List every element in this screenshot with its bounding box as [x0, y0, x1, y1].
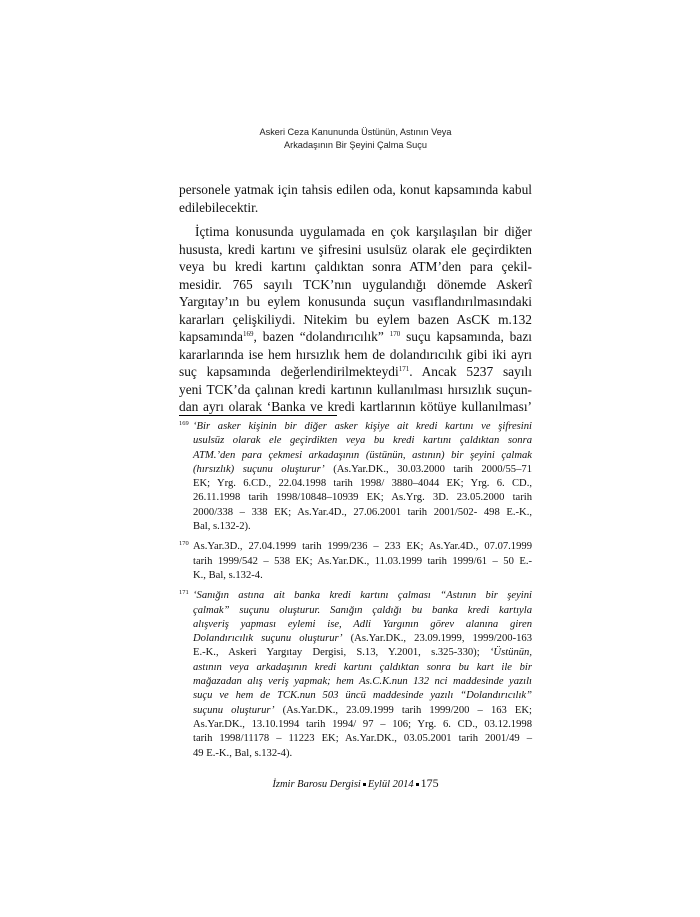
footnote-number: 171 — [179, 589, 189, 597]
italic-text: usulsüz olarak ele geçirdikten veya bu kredi kartını çaldıktan sonra — [193, 435, 532, 447]
text-segment: EK; Yrg. 6.CD., 22.04.1998 tarih 1998/ 3880–4044 EK; Yrg. 6. CD., — [193, 478, 532, 490]
text-segment: kararlarında ise hem hırsızlık hem de dolandırıcılık gibi iki ayrı — [179, 346, 532, 362]
footnote-reference: 171 — [398, 365, 410, 373]
italic-text: çalmak” suçunu oluşturur. Sanığın çaldığı bu banka kredi kartıyla — [193, 604, 532, 616]
italic-text: ‘Üstünün, — [489, 647, 532, 659]
text-segment: hususta, kredi kartını ve şifresini usulsüz olarak ele geçirdikten — [179, 241, 532, 257]
footnote-reference: 169 — [242, 330, 254, 338]
text-segment: As.Yar.DK., 13.10.1994 tarih 1994/ 97 – 106; Yrg. 6. CD., 03.12.1998 — [193, 718, 532, 730]
text-segment: personele yatmak için tahsis edilen oda, konut kapsamında kabul — [179, 182, 532, 197]
header-line-2: Arkadaşının Bir Şeyini Çalma Suçu — [284, 140, 427, 150]
text-line — [193, 589, 532, 603]
text-segment: As.Yar.3D., 27.04.1999 tarih 1999/236 – 233 EK; As.Yar.4D., 07.07.1999 — [193, 541, 532, 553]
italic-text: ‘Sanığın astına ait banka kredi kartını çalması “Astının bir şeyini — [193, 590, 532, 602]
text-line — [193, 434, 532, 448]
text-segment: Bal, s.132-2). — [193, 521, 251, 533]
italic-text: (hırsızlık) suçunu oluşturur’ — [193, 463, 325, 475]
text-segment: 2000/338 – 338 EK; As.Yar.4D., 27.06.2001 tarih 2001/502- 498 E.-K., — [193, 506, 532, 518]
italic-text: suçunu oluşturur’ — [193, 704, 275, 716]
text-line — [193, 646, 532, 660]
text-segment: , bazen “dolandırıcılık” — [253, 329, 390, 344]
text-line — [193, 420, 532, 434]
body-text — [179, 181, 532, 423]
text-segment: dan ayrı olarak ‘Banka ve kredi kartlarının kötüye kullanılması’ — [179, 399, 532, 414]
text-line — [179, 398, 532, 416]
text-line — [179, 223, 532, 241]
text-line — [179, 276, 532, 294]
text-line — [193, 618, 532, 632]
italic-text: ATM.’den para çekmesi arkadaşının (üstünün, astının) bir şeyini çalmak — [193, 449, 532, 461]
text-line — [179, 241, 532, 259]
text-line — [193, 491, 532, 505]
text-line — [179, 381, 532, 399]
text-segment: kararları çelişkiliydi. Nitekim bu eylem bazen AsCK m.132 — [179, 311, 532, 327]
text-line — [193, 449, 532, 463]
footnote-reference: 170 — [389, 330, 401, 338]
text-line — [179, 181, 532, 199]
italic-text: Dolandırıcılık suçunu oluşturur’ — [193, 633, 343, 645]
bullet-icon — [416, 783, 419, 786]
text-line — [193, 632, 532, 646]
text-segment: suç kapsamında değerlendirilmekteydi — [179, 364, 399, 379]
footnote-separator — [179, 415, 337, 416]
text-line — [179, 311, 532, 329]
text-segment: veya bu kredi kartını çaldıktan sonra ATM’den para çekil- — [179, 259, 532, 274]
text-segment: suçu kapsamında, bazı — [400, 329, 532, 344]
footer-issue: Eylül 2014 — [367, 779, 414, 790]
footnote-number: 169 — [179, 420, 189, 427]
italic-text: suçu ve hem de TCK.nun 503 üncü maddesinde yazılı “Dolandırıcılık” — [193, 690, 532, 702]
text-line — [193, 732, 532, 746]
italic-text: astının veya arkadaşının kredi kartını çaldıktan sonra bu kart ile bir — [193, 661, 532, 673]
text-line — [179, 363, 532, 381]
text-segment: K., Bal, s.132-4. — [193, 569, 263, 581]
text-line — [193, 555, 532, 569]
italic-text: ‘Bir asker kişinin bir diğer asker kişiye ait kredi kartını ve şifresini — [193, 421, 532, 432]
text-segment: . Ancak 5237 sayılı — [409, 364, 532, 379]
text-line — [193, 506, 532, 520]
footnotes — [179, 420, 532, 767]
header-line-1: Askeri Ceza Kanununda Üstünün, Astının Veya — [259, 127, 452, 137]
text-segment: mesidir. 765 sayılı TCK’nın uygulandığı dönemde Askerî — [179, 276, 532, 292]
footnote-number: 170 — [179, 540, 189, 548]
footnote-171 — [179, 589, 532, 761]
paragraph — [179, 223, 532, 416]
footnote-170 — [179, 540, 532, 583]
text-segment: 26.11.1998 tarih 1998/10848–10939 EK; As.Yrg. 3D. 23.05.2000 tarih — [193, 492, 532, 504]
text-segment: İçtima konusunda uygulamada en çok karşılaşılan bir diğer — [195, 224, 532, 239]
text-segment: 49 E.-K., Bal, s.132-4). — [193, 747, 293, 759]
text-segment: (As.Yar.DK., 30.03.2000 tarih 2000/55–71 — [324, 463, 532, 475]
text-segment: tarih 1999/542 – 538 EK; As.Yar.DK., 11.03.1999 tarih 1999/61 – 50 E.- — [193, 555, 532, 567]
text-line — [179, 258, 532, 276]
text-line — [193, 704, 532, 718]
text-segment: (As.Yar.DK., 23.09.1999, 1999/200-163 — [342, 633, 532, 645]
text-line — [193, 747, 532, 761]
text-segment: tarih 1998/11178 – 11223 EK; As.Yar.DK., 03.05.2001 tarih 2001/49 – — [193, 733, 532, 745]
text-line — [193, 661, 532, 675]
bullet-icon — [363, 783, 366, 786]
italic-text: alışveriş yapması eylemi ise, Adli Yargının görev alanına giren — [193, 618, 532, 630]
text-line — [193, 520, 532, 534]
text-segment: edilebilecektir. — [179, 199, 259, 215]
text-line — [179, 199, 532, 217]
paragraph — [179, 181, 532, 216]
text-line — [179, 346, 532, 364]
text-segment: (As.Yar.DK., 23.09.1999 tarih 1999/200 – 163 EK; — [274, 704, 532, 716]
footnote-169 — [179, 420, 532, 534]
text-line — [193, 569, 532, 583]
text-segment: kapsamında — [179, 329, 243, 344]
page-footer — [179, 776, 532, 791]
italic-text: mağazadan alış veriş yapmak; hem As.C.K.nun 132 nci maddesinde yazılı — [193, 676, 532, 688]
page-number: 175 — [420, 776, 439, 790]
text-line — [193, 604, 532, 618]
text-line — [193, 675, 532, 689]
footer-journal: İzmir Barosu Dergisi — [272, 779, 361, 790]
running-header — [179, 126, 532, 152]
text-segment: yeni TCK’da çalınan kredi kartının kullanılması hırsızlık suçun- — [179, 381, 532, 397]
text-line — [179, 293, 532, 311]
text-segment: Yargıtay’ın bu eylem konusunda suçun vasıflandırılmasındaki — [179, 294, 532, 309]
text-segment: E.-K., Askeri Yargıtay Dergisi, S.13, Y.2001, s.325-330); — [193, 647, 490, 659]
text-line — [193, 477, 532, 491]
text-line — [179, 328, 532, 346]
text-line — [193, 718, 532, 732]
text-line — [193, 689, 532, 703]
text-line — [193, 540, 532, 554]
text-line — [193, 463, 532, 477]
